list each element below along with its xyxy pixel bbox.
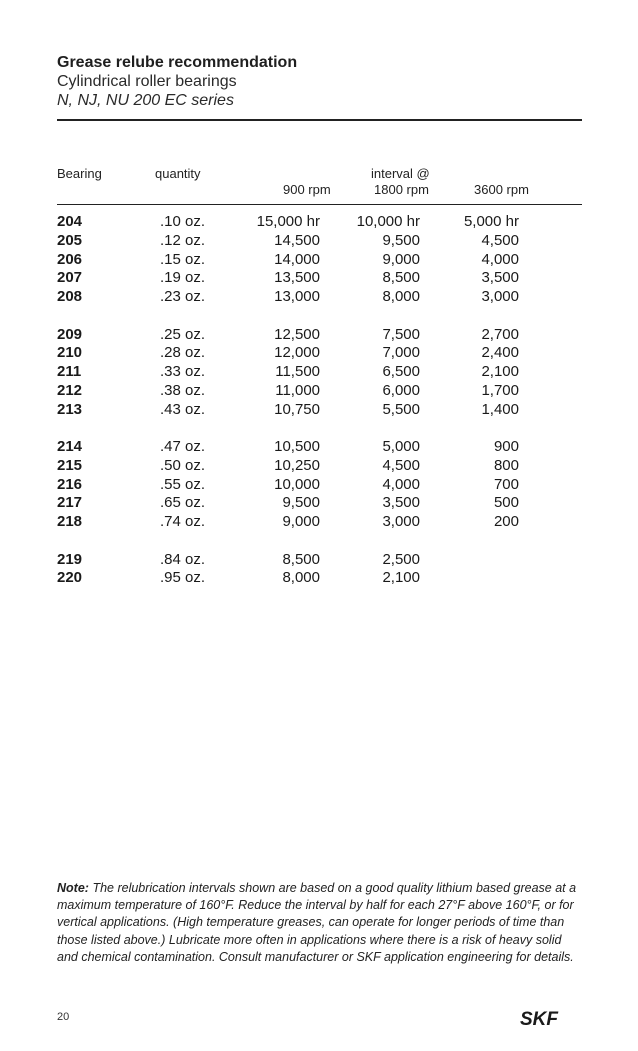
bearing-number: 206: [57, 250, 83, 268]
interval-3600rpm: 5,000 hr: [463, 213, 519, 230]
interval-1800rpm: 6,000: [382, 381, 420, 399]
table-row: [0, 494, 638, 513]
interval-1800rpm: 5,500: [382, 400, 420, 418]
interval-1800rpm: 8,500: [382, 269, 420, 287]
interval-3600rpm: 1,700: [481, 381, 519, 399]
interval-1800rpm: 7,000: [382, 344, 420, 362]
interval-1800rpm: 9,000: [382, 250, 420, 268]
interval-900rpm: 10,250: [274, 456, 320, 474]
table-row: [0, 476, 638, 495]
interval-1800rpm: 3,000: [382, 513, 420, 530]
interval-3600rpm: 3,000: [481, 288, 519, 305]
note-text: The relubrication intervals shown are based on a good quality lithium based grease at a maximum temperature of 160°F. Reduce the interval by half for each 27°F above 160°F, or for vertical applications. (High temperature greases, can operate for longer periods of time than those listed above.) Lubricate more often in applications where there is a risk of heavy solid and chemical contamination. Consult manufacturer or SKF application engineering for details.: [57, 881, 577, 964]
page-number: 20: [57, 1011, 70, 1023]
grease-quantity: .50 oz.: [160, 456, 206, 474]
interval-3600rpm: 2,100: [481, 363, 519, 380]
series-label: N, NJ, NU 200 EC series: [57, 92, 234, 109]
interval-3600rpm: 4,500: [481, 231, 519, 249]
interval-900rpm: 11,500: [275, 363, 320, 380]
table-row: [0, 513, 638, 532]
table-row: [0, 457, 638, 476]
table-row: [0, 232, 638, 251]
grease-quantity: .28 oz.: [160, 344, 206, 362]
table-row: [0, 569, 638, 588]
grease-quantity: .12 oz.: [160, 231, 206, 249]
interval-3600rpm: 700: [493, 475, 519, 493]
interval-900rpm: 8,500: [282, 550, 320, 568]
interval-3600rpm: 200: [493, 513, 519, 530]
interval-900rpm: 10,000: [274, 475, 320, 493]
interval-3600rpm: 900: [493, 438, 519, 455]
interval-900rpm: 13,000: [274, 288, 320, 305]
bearing-number: 209: [57, 325, 83, 343]
bearing-number: 215: [57, 456, 83, 474]
interval-3600rpm: 4,000: [481, 250, 519, 268]
column-header-900rpm: 900 rpm: [283, 182, 331, 197]
interval-3600rpm: 2,400: [481, 344, 519, 362]
grease-quantity: .15 oz.: [160, 250, 206, 268]
interval-900rpm: 12,000: [274, 344, 320, 362]
grease-quantity: .19 oz.: [160, 269, 206, 287]
interval-900rpm: 8,000: [282, 569, 320, 587]
column-header-1800rpm: 1800 rpm: [374, 182, 429, 197]
table-row: [0, 363, 638, 382]
grease-quantity: .38 oz.: [160, 381, 206, 399]
grease-quantity: .23 oz.: [160, 288, 206, 305]
grease-quantity: .74 oz.: [160, 513, 206, 530]
table-row: [0, 344, 638, 363]
bearing-number: 208: [57, 288, 83, 305]
interval-3600rpm: 500: [493, 494, 519, 512]
interval-1800rpm: 2,100: [382, 569, 420, 587]
interval-3600rpm: 800: [493, 456, 519, 474]
interval-900rpm: 9,500: [282, 494, 320, 512]
table-row: [0, 438, 638, 457]
interval-900rpm: 13,500: [274, 269, 320, 287]
column-header-quantity: quantity: [155, 166, 201, 181]
interval-1800rpm: 8,000: [382, 288, 420, 305]
interval-900rpm: 15,000 hr: [256, 213, 320, 230]
bearing-number: 220: [57, 569, 83, 587]
interval-1800rpm: 7,500: [382, 325, 420, 343]
column-header-bearing: Bearing: [57, 166, 102, 181]
interval-900rpm: 12,500: [274, 325, 320, 343]
table-row: [0, 251, 638, 270]
interval-900rpm: 9,000: [282, 513, 320, 530]
interval-1800rpm: 2,500: [382, 550, 420, 568]
page-title: Grease relube recommendation: [57, 54, 298, 71]
interval-1800rpm: 10,000 hr: [356, 213, 420, 230]
top-rule: [57, 119, 582, 121]
interval-1800rpm: 4,500: [382, 456, 420, 474]
page-subtitle: Cylindrical roller bearings: [57, 73, 237, 90]
grease-quantity: .55 oz.: [160, 475, 206, 493]
grease-quantity: .33 oz.: [160, 363, 206, 380]
grease-quantity: .10 oz.: [160, 213, 206, 230]
interval-1800rpm: 4,000: [382, 475, 420, 493]
bearing-number: 219: [57, 550, 83, 568]
interval-900rpm: 10,500: [274, 438, 320, 455]
interval-1800rpm: 6,500: [382, 363, 420, 380]
grease-quantity: .43 oz.: [160, 400, 206, 418]
bearing-number: 216: [57, 475, 83, 493]
table-row: [0, 213, 638, 232]
interval-1800rpm: 5,000: [382, 438, 420, 455]
column-header-3600rpm: 3600 rpm: [474, 182, 529, 197]
bearing-number: 212: [57, 381, 83, 399]
svg-text:SKF: SKF: [520, 1009, 558, 1028]
interval-900rpm: 14,000: [274, 250, 320, 268]
grease-quantity: .47 oz.: [160, 438, 206, 455]
grease-quantity: .25 oz.: [160, 325, 206, 343]
interval-3600rpm: 2,700: [481, 325, 519, 343]
bearing-number: 210: [57, 344, 83, 362]
bearing-number: 214: [57, 438, 83, 455]
note-block: [57, 880, 582, 966]
grease-quantity: .65 oz.: [160, 494, 206, 512]
bearing-number: 205: [57, 231, 83, 249]
table-row: [0, 269, 638, 288]
bearing-number: 217: [57, 494, 83, 512]
table-row: [0, 326, 638, 345]
bearing-number: 204: [57, 213, 83, 230]
bearing-number: 213: [57, 400, 83, 418]
interval-3600rpm: 1,400: [481, 400, 519, 418]
note-label: Note:: [57, 881, 89, 895]
table-row: [0, 288, 638, 307]
bearing-number: 211: [57, 363, 82, 380]
bearing-number: 207: [57, 269, 83, 287]
bearing-number: 218: [57, 513, 83, 530]
interval-1800rpm: 9,500: [382, 231, 420, 249]
interval-1800rpm: 3,500: [382, 494, 420, 512]
table-row: [0, 382, 638, 401]
interval-900rpm: 10,750: [274, 400, 320, 418]
interval-900rpm: 14,500: [274, 231, 320, 249]
table-row: [0, 551, 638, 570]
interval-3600rpm: 3,500: [481, 269, 519, 287]
grease-quantity: .84 oz.: [160, 550, 206, 568]
grease-quantity: .95 oz.: [160, 569, 206, 587]
header-rule: [57, 204, 582, 205]
skf-logo: [520, 1008, 584, 1028]
interval-900rpm: 11,000: [275, 381, 320, 399]
column-header-interval: interval @: [371, 166, 430, 181]
table-row: [0, 401, 638, 420]
